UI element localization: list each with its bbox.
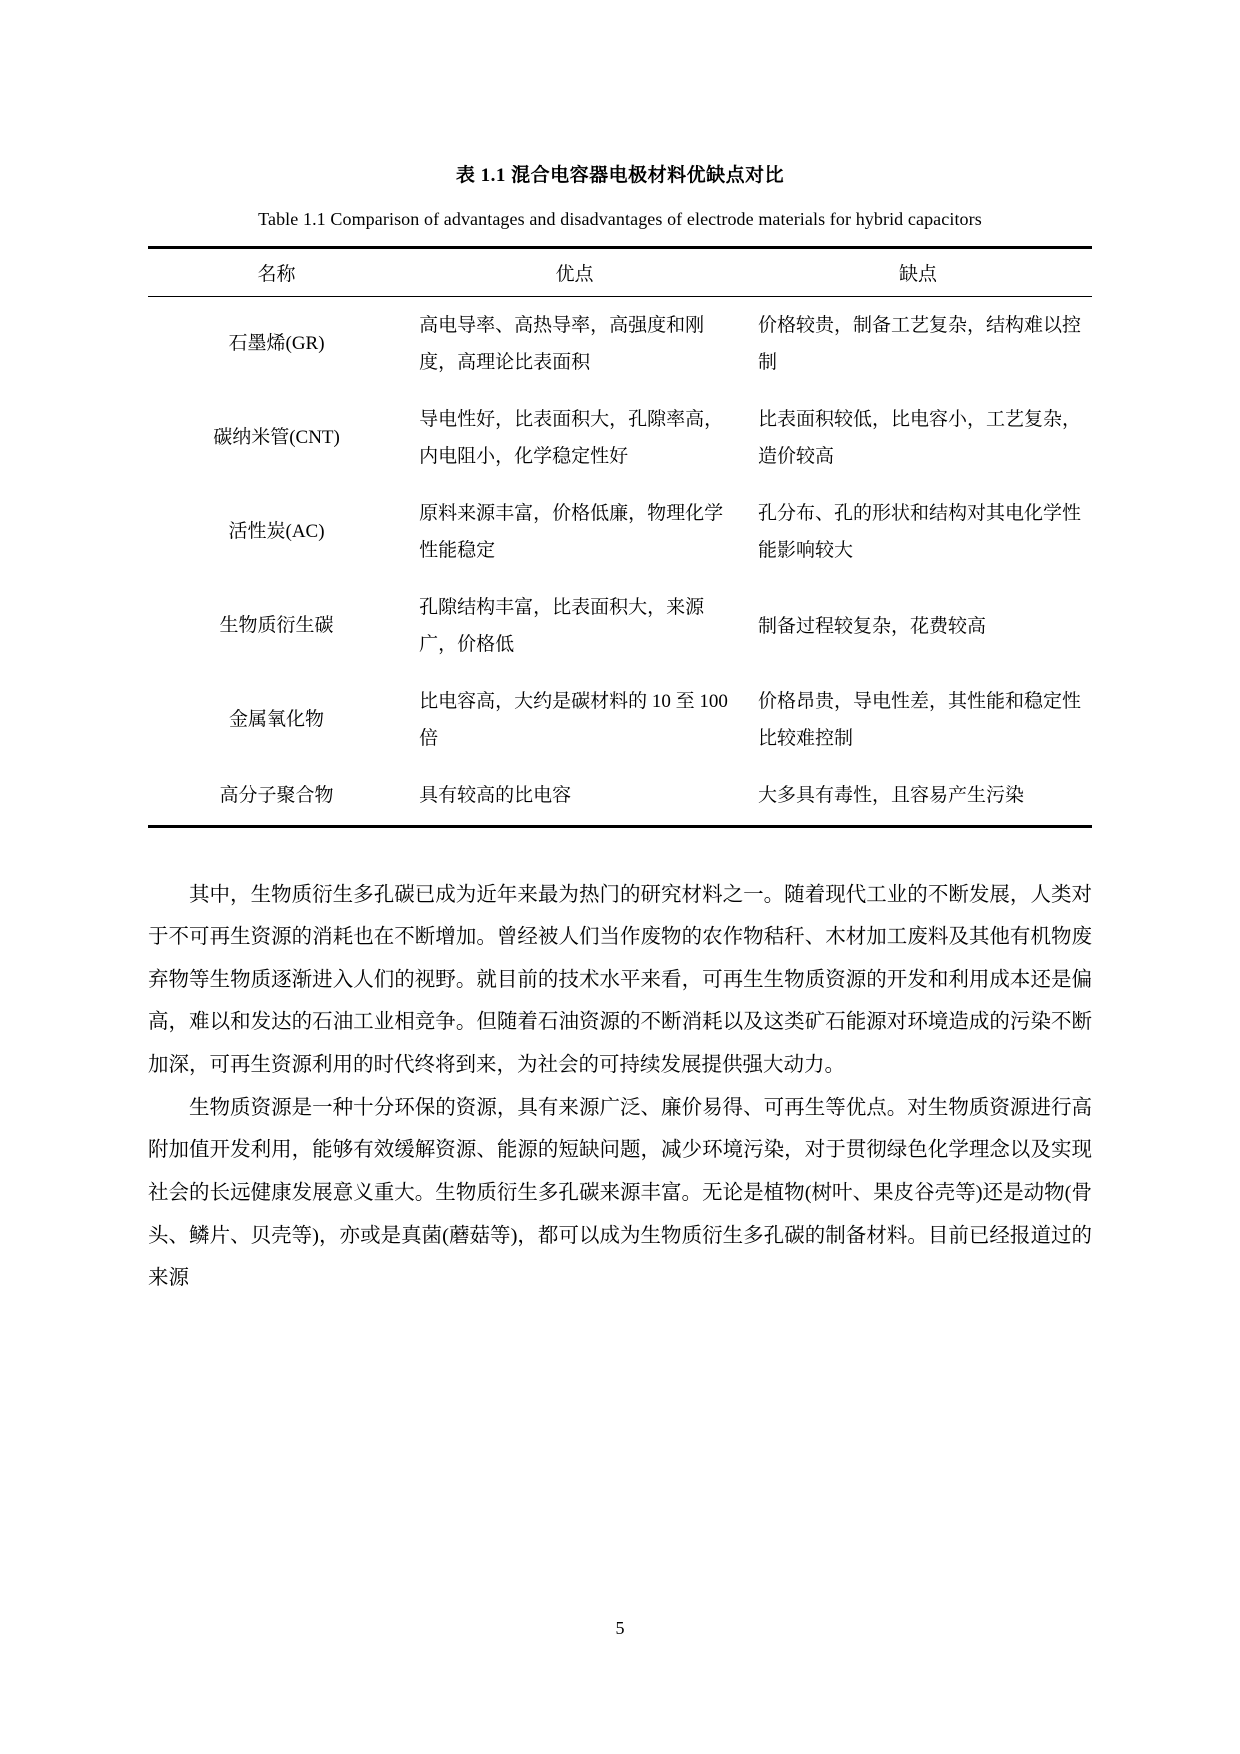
disadvantages-text: 制备过程较复杂，花费较高 (757, 615, 986, 637)
paragraph-1: 其中，生物质衍生多孔碳已成为近年来最为热门的研究材料之一。随着现代工业的不断发展，人类对于不可再生资源的消耗也在不断增加。曾经被人们当作废物的农作物秸秆、木材加工废料及其他有机物废弃物等生物质逐渐进入人们的视野。就目前的技术水平来看，可再生生物质资源的开发和利用成本还是偏高，难以和发达的石油工业相竞争。但随着石油资源的不断消耗以及这类矿石能源对环境造成的污染不断加深，可再生资源利用的时代终将到来，为社会的可持续发展提供强大动力。 (148, 883, 1092, 1077)
table-header-row (148, 248, 1092, 297)
advantages-text: 原料来源丰富，价格低廉，物理化学性能稳定 (419, 503, 724, 562)
material-name-text: 活性炭(AC) (228, 521, 325, 543)
material-name-text: 生物质衍生碳 (219, 615, 334, 637)
cell-disadvantages (744, 673, 1092, 767)
page-number: 5 (615, 1618, 625, 1638)
table-title-english: Table 1.1 Comparison of advantages and disadvantages of electrode materials for hybrid capacitors (258, 209, 982, 229)
cell-disadvantages (744, 485, 1092, 579)
cell-material-name (148, 485, 405, 579)
cell-disadvantages (744, 297, 1092, 392)
advantages-text: 具有较高的比电容 (419, 785, 572, 807)
cell-material-name (148, 579, 405, 673)
cell-material-name (148, 391, 405, 485)
advantages-text: 比电容高，大约是碳材料的 10 至 100 倍 (419, 691, 728, 750)
page-content (148, 160, 1092, 1300)
disadvantages-text: 比表面积较低，比电容小，工艺复杂，造价较高 (757, 409, 1081, 468)
disadvantages-text: 孔分布、孔的形状和结构对其电化学性能影响较大 (757, 503, 1081, 562)
disadvantages-text: 价格昂贵，导电性差，其性能和稳定性比较难控制 (757, 691, 1081, 750)
cell-advantages (405, 297, 744, 392)
cell-advantages (405, 391, 744, 485)
cell-material-name (148, 767, 405, 826)
cell-advantages (405, 673, 744, 767)
cell-advantages (405, 485, 744, 579)
table-row (148, 579, 1092, 673)
header-cell-disadvantages: 缺点 (898, 264, 937, 285)
table-row (148, 485, 1092, 579)
table-row (148, 297, 1092, 392)
cell-disadvantages (744, 767, 1092, 826)
table-body (148, 297, 1092, 827)
table-row (148, 391, 1092, 485)
cell-material-name (148, 673, 405, 767)
table-row (148, 767, 1092, 826)
header-cell-advantages: 优点 (555, 264, 594, 285)
cell-disadvantages (744, 391, 1092, 485)
advantages-text: 孔隙结构丰富，比表面积大，来源广，价格低 (419, 597, 705, 656)
material-name-text: 碳纳米管(CNT) (213, 427, 340, 449)
table-title-chinese: 表 1.1 混合电容器电极材料优缺点对比 (455, 165, 785, 186)
paragraph-2: 生物质资源是一种十分环保的资源，具有来源广泛、廉价易得、可再生等优点。对生物质资源进行高附加值开发利用，能够有效缓解资源、能源的短缺问题，减少环境污染，对于贯彻绿色化学理念以及实现社会的长远健康发展意义重大。生物质衍生多孔碳来源丰富。无论是植物(树叶、果皮谷壳等)还是动物(骨头、鳞片、贝壳等)，亦或是真菌(蘑菇等)，都可以成为生物质衍生多孔碳的制备材料。目前已经报道过的来源 (148, 1096, 1092, 1290)
material-name-text: 金属氧化物 (229, 709, 325, 731)
cell-advantages (405, 579, 744, 673)
cell-material-name (148, 297, 405, 392)
header-cell-name: 名称 (257, 264, 296, 285)
comparison-table (148, 246, 1092, 828)
cell-disadvantages (744, 579, 1092, 673)
disadvantages-text: 大多具有毒性，且容易产生污染 (757, 785, 1024, 807)
advantages-text: 高电导率、高热导率，高强度和刚度，高理论比表面积 (419, 315, 705, 374)
material-name-text: 石墨烯(GR) (228, 333, 325, 354)
table-header (148, 248, 1092, 297)
advantages-text: 导电性好，比表面积大，孔隙率高，内电阻小，化学稳定性好 (419, 409, 724, 468)
material-name-text: 高分子聚合物 (219, 784, 334, 806)
cell-advantages (405, 767, 744, 826)
body-text (148, 874, 1092, 1300)
disadvantages-text: 价格较贵，制备工艺复杂，结构难以控制 (757, 315, 1081, 374)
table-row (148, 673, 1092, 767)
